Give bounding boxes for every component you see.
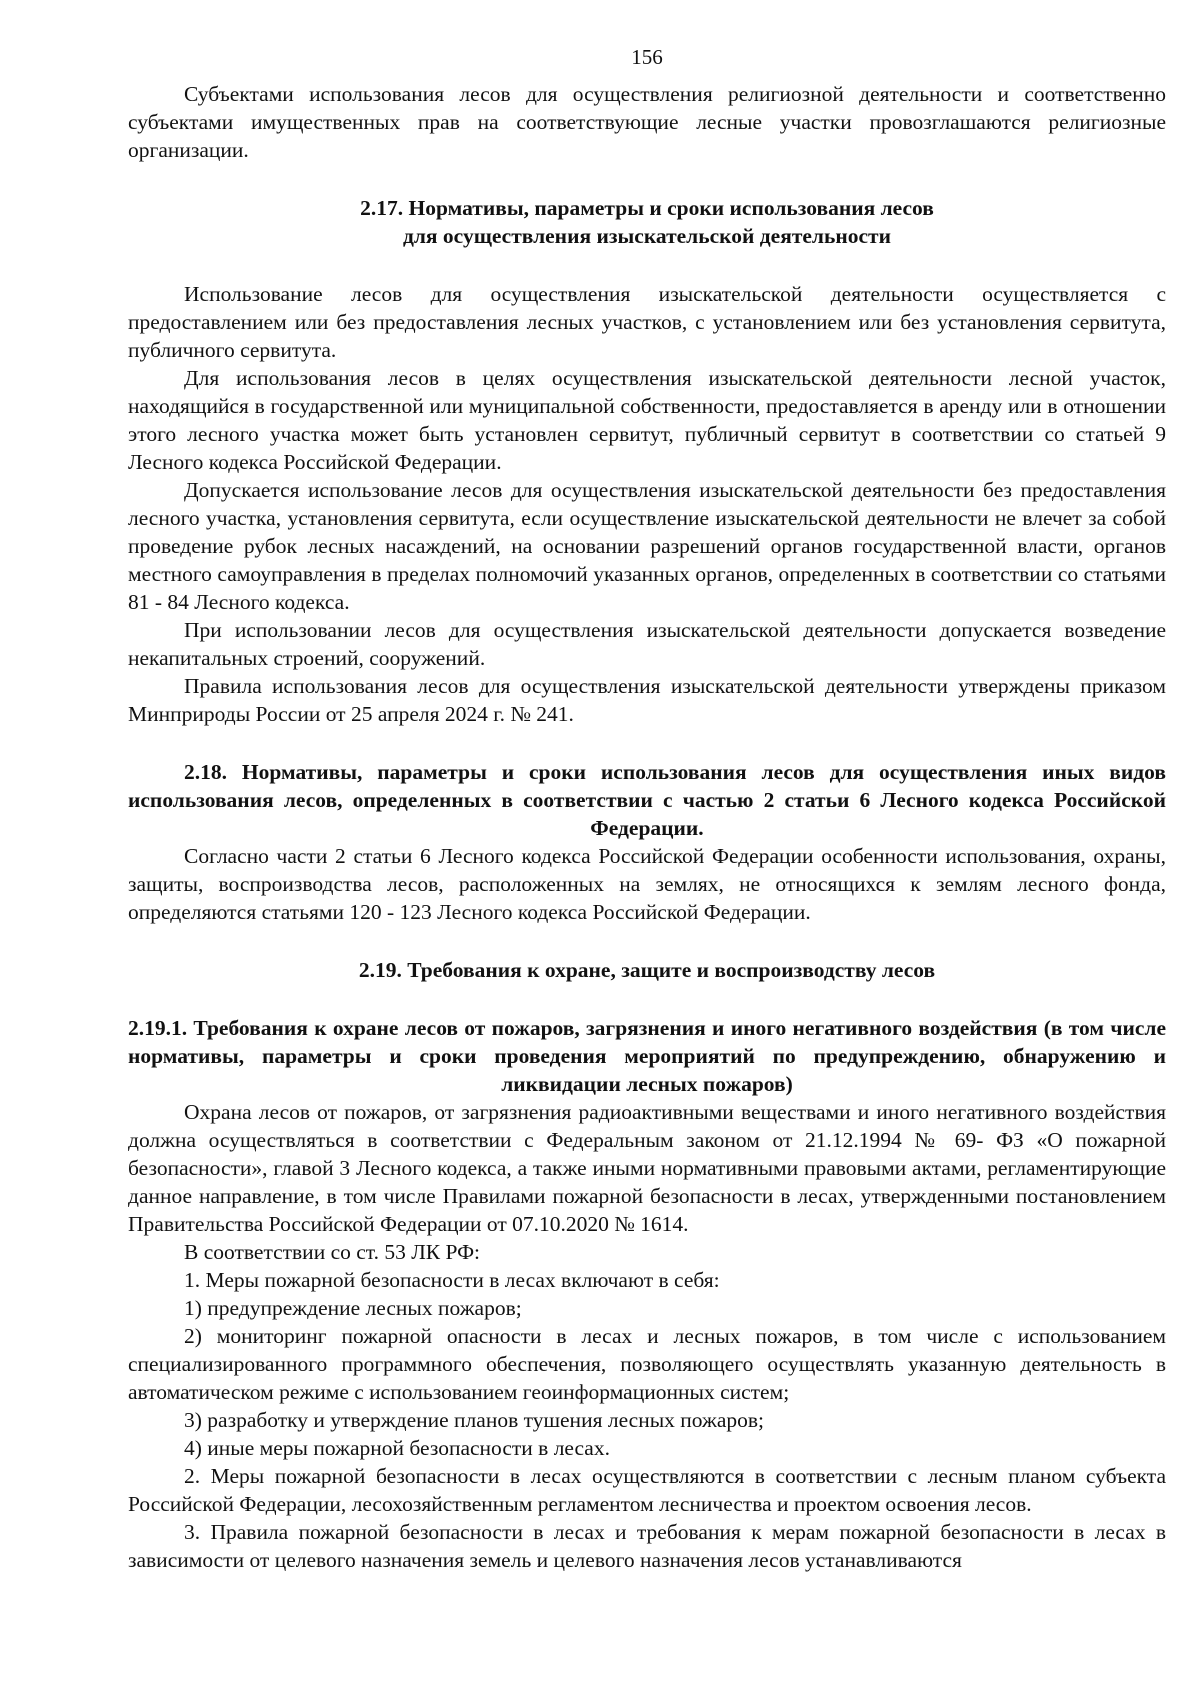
section-2-17-heading-line-1: 2.17. Нормативы, параметры и сроки использования лесов xyxy=(360,196,934,220)
section-2-19-1-paragraph: 2) мониторинг пожарной опасности в лесах и лесных пожаров, в том числе с использованием специализированного программного обеспечения, позволяющего осуществлять указанную деятельность в автоматическом режиме с использованием геоинформационных систем; xyxy=(128,1324,1166,1404)
spacer xyxy=(128,728,1166,758)
document-page xyxy=(128,44,1166,1574)
section-2-19-1-paragraph: 2. Меры пожарной безопасности в лесах осуществляются в соответствии с лесным планом субъекта Российской Федерации, лесохозяйственным регламентом лесничества и проектом освоения лесов. xyxy=(128,1464,1166,1516)
section-2-17-paragraph: Правила использования лесов для осуществления изыскательской деятельности утверждены приказом Минприроды России от 25 апреля 2024 г. № 241. xyxy=(128,674,1166,726)
spacer xyxy=(128,926,1166,956)
section-2-19-1-paragraph: 3. Правила пожарной безопасности в лесах и требования к мерам пожарной безопасности в лесах в зависимости от целевого назначения земель и целевого назначения лесов устанавливаются xyxy=(128,1520,1166,1572)
section-2-19-1-paragraph: В соответствии со ст. 53 ЛК РФ: xyxy=(184,1240,481,1264)
section-2-19-heading: 2.19. Требования к охране, защите и воспроизводству лесов xyxy=(358,958,936,982)
intro-paragraph: Субъектами использования лесов для осуществления религиозной деятельности и соответственно субъектами имущественных прав на соответствующие лесные участки провозглашаются религиозные организации. xyxy=(128,82,1166,162)
section-2-19-1-heading: 2.19.1. Требования к охране лесов от пожаров, загрязнения и иного негативного воздействия (в том числе нормативы, параметры и сроки проведения мероприятий по предупреждению, обнаружению и ликвидации лесных пожаров) xyxy=(128,1016,1166,1096)
section-2-17-paragraph: Использование лесов для осуществления изыскательской деятельности осуществляется с предоставлением или без предоставления лесных участков, с установлением или без установления сервитута, публичного сервитута. xyxy=(128,282,1166,362)
section-2-19-1-paragraph: 3) разработку и утверждение планов тушения лесных пожаров; xyxy=(184,1408,765,1432)
section-2-19-1-paragraph: 1) предупреждение лесных пожаров; xyxy=(184,1296,522,1320)
section-2-17-paragraph: Для использования лесов в целях осуществления изыскательской деятельности лесной участок, находящийся в государственной или муниципальной собственности, предоставляется в аренду или в отношении этого лесного участка может быть установлен сервитут, публичный сервитут в соответствии со статьей 9 Лесного кодекса Российской Федерации. xyxy=(128,366,1166,474)
section-2-18-heading: 2.18. Нормативы, параметры и сроки использования лесов для осуществления иных видов использования лесов, определенных в соответствии с частью 2 статьи 6 Лесного кодекса Российской Федерации. xyxy=(128,760,1166,840)
section-2-17-heading-line-2: для осуществления изыскательской деятельности xyxy=(402,224,891,248)
section-2-19-1-paragraph: 4) иные меры пожарной безопасности в лесах. xyxy=(184,1436,610,1460)
spacer xyxy=(128,250,1166,280)
section-2-19-1-paragraph: 1. Меры пожарной безопасности в лесах включают в себя: xyxy=(184,1268,720,1292)
section-2-18-paragraph: Согласно части 2 статьи 6 Лесного кодекса Российской Федерации особенности использования, охраны, защиты, воспроизводства лесов, расположенных на землях, не относящихся к землям лесного фонда, определяются статьями 120 - 123 Лесного кодекса Российской Федерации. xyxy=(128,844,1166,924)
section-2-19-1-paragraph: Охрана лесов от пожаров, от загрязнения радиоактивными веществами и иного негативного воздействия должна осуществляться в соответствии с Федеральным законом от 21.12.1994 № 69- ФЗ «О пожарной безопасности», главой 3 Лесного кодекса, а также иными нормативными правовыми актами, регламентирующие данное направление, в том числе Правилами пожарной безопасности в лесах, утвержденными постановлением Правительства Российской Федерации от 07.10.2020 № 1614. xyxy=(128,1100,1166,1236)
page-number: 156 xyxy=(631,45,663,69)
spacer xyxy=(128,984,1166,1014)
section-2-17-paragraph: Допускается использование лесов для осуществления изыскательской деятельности без предоставления лесного участка, установления сервитута, если осуществление изыскательской деятельности не влечет за собой проведение рубок лесных насаждений, на основании разрешений органов государственной власти, органов местного самоуправления в пределах полномочий указанных органов, определенных в соответствии со статьями 81 - 84 Лесного кодекса. xyxy=(128,478,1166,614)
section-2-17-paragraph: При использовании лесов для осуществления изыскательской деятельности допускается возведение некапитальных строений, сооружений. xyxy=(128,618,1166,670)
spacer xyxy=(128,164,1166,194)
